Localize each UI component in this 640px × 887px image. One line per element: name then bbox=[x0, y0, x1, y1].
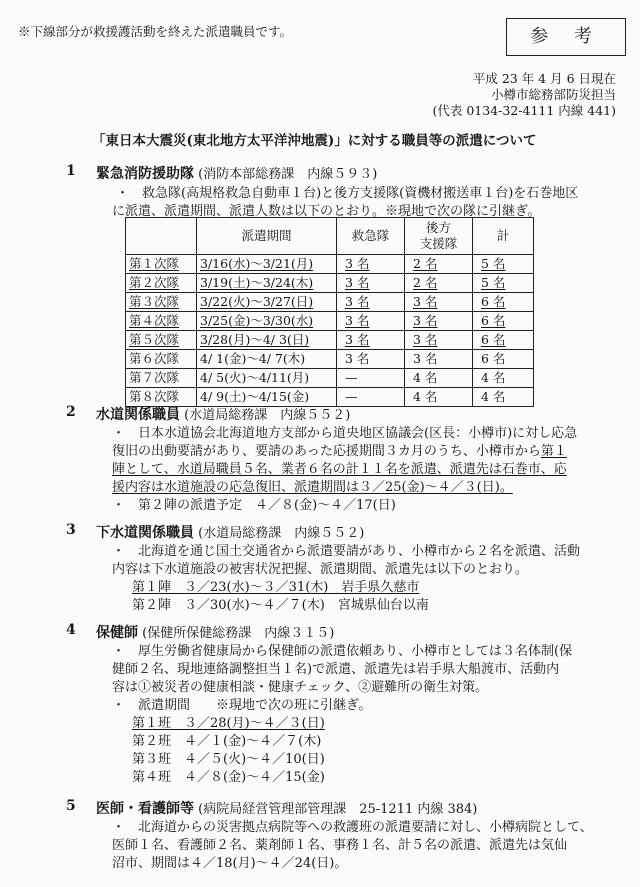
section-2-text-2b: 第１ bbox=[540, 444, 567, 459]
header-ambulance: 救急隊 bbox=[337, 218, 405, 255]
team-cell-text: 第７次隊 bbox=[129, 370, 180, 385]
section-4-text-2: 健師２名、現地連絡調整担当１名)で派遣、派遣先は岩手県大船渡市、活動内 bbox=[112, 662, 560, 677]
section-3-text-1: ・ 北海道を通じ国土交通省から派遣要請があり、小樽市から２名を派遣、活動 bbox=[112, 544, 581, 559]
ambulance-cell-text: 3 名 bbox=[345, 332, 370, 347]
header-total: 計 bbox=[473, 218, 534, 255]
total-cell bbox=[473, 274, 534, 293]
period-cell-text: 3/22(火)～3/27(日) bbox=[200, 294, 314, 309]
section-2-heading bbox=[96, 404, 350, 424]
team-cell bbox=[126, 293, 197, 312]
total-cell bbox=[473, 293, 534, 312]
team-cell-text: 第３次隊 bbox=[129, 294, 180, 309]
underline-note: ※下線部分が救援護活動を終えた派遣職員です。 bbox=[18, 24, 293, 39]
total-cell bbox=[473, 388, 534, 407]
section-3-name: 下水道関係職員 bbox=[96, 525, 194, 541]
total-cell bbox=[473, 331, 534, 350]
section-4-team-3: 第３班 ４／５(火)～４／10(日) bbox=[132, 752, 325, 767]
period-cell bbox=[197, 369, 337, 388]
team-cell bbox=[126, 255, 197, 274]
support-cell-text: 2 名 bbox=[413, 275, 438, 290]
section-3-phase-2: 第２陣 ３／30(水)～４／７(木) 宮城県仙台以南 bbox=[132, 598, 429, 613]
ambulance-cell bbox=[337, 255, 405, 274]
section-1-text-2: に派遣、派遣期間、派遣人数は以下のとおり。※現地で次の隊に引継ぎ。 bbox=[112, 204, 541, 219]
section-4-text-1: ・ 厚生労働省健康局から保健師の派遣依頼あり、小樽市としては３名体制(保 bbox=[112, 644, 573, 659]
ambulance-cell-text: 3 名 bbox=[345, 351, 370, 366]
total-cell bbox=[473, 255, 534, 274]
team-cell-text: 第４次隊 bbox=[129, 313, 180, 328]
section-2-name: 水道関係職員 bbox=[96, 407, 180, 423]
period-cell-text: 3/16(水)～3/21(月) bbox=[200, 256, 314, 271]
total-cell-text: 5 名 bbox=[481, 256, 506, 271]
section-4-team-4: 第４班 ４／８(金)～４／15(金) bbox=[132, 770, 325, 785]
period-cell bbox=[197, 274, 337, 293]
period-cell-text: 4/ 5(火)～4/11(月) bbox=[200, 370, 310, 385]
section-1-contact: (消防本部総務課 内線５９３) bbox=[198, 167, 378, 182]
team-cell-text: 第８次隊 bbox=[129, 389, 180, 404]
header-period: 派遣期間 bbox=[197, 218, 337, 255]
ambulance-cell bbox=[337, 293, 405, 312]
table-row bbox=[126, 274, 534, 293]
ambulance-cell-text: 3 名 bbox=[345, 275, 370, 290]
reference-stamp-box: 参 考 bbox=[506, 18, 626, 56]
document-title: 「東日本大震災(東北地方太平洋沖地震)」に対する職員等の派遣について bbox=[92, 133, 537, 149]
support-cell bbox=[405, 388, 473, 407]
section-5-heading bbox=[96, 798, 477, 818]
ambulance-cell-text: 3 名 bbox=[345, 256, 370, 271]
section-5-contact: (病院局経営管理部管理課 25-1211 内線 384) bbox=[198, 802, 478, 817]
support-cell bbox=[405, 312, 473, 331]
total-cell-text: 4 名 bbox=[481, 370, 506, 385]
team-cell bbox=[126, 274, 197, 293]
period-cell bbox=[197, 293, 337, 312]
ambulance-cell bbox=[337, 350, 405, 369]
total-cell bbox=[473, 350, 534, 369]
ambulance-cell-text: — bbox=[345, 370, 358, 385]
team-cell-text: 第２次隊 bbox=[129, 275, 180, 290]
support-cell bbox=[405, 255, 473, 274]
section-2-text-1: ・ 日本水道協会北海道地方支部から道央地区協議会(区長：小樽市)に対し応急 bbox=[112, 426, 578, 441]
total-cell-text: 6 名 bbox=[481, 313, 506, 328]
section-3-heading bbox=[96, 522, 364, 542]
table-header-row bbox=[126, 218, 534, 255]
section-4-number: 4 bbox=[66, 622, 76, 638]
section-2-text-2 bbox=[112, 440, 567, 459]
department-line: 小樽市総務部防災担当 bbox=[490, 87, 616, 102]
table-row bbox=[126, 293, 534, 312]
section-5-number: 5 bbox=[66, 798, 76, 814]
section-2-text-4: 援内容は水道施設の応急復旧、派遣期間は３／25(金)～４／３(日)。 bbox=[112, 480, 513, 495]
section-4-text-4: ・ 派遣期間 ※現地で次の班に引継ぎ。 bbox=[112, 698, 372, 713]
support-cell-text: 3 名 bbox=[413, 294, 438, 309]
section-3-contact: (水道局総務課 内線５５２) bbox=[198, 526, 365, 541]
total-cell-text: 6 名 bbox=[481, 332, 506, 347]
section-2-text-3: 陣として、水道局職員５名、業者６名の計１１名を派遣、派遣先は石巻市、応 bbox=[112, 462, 567, 477]
table-row bbox=[126, 350, 534, 369]
dispatch-table bbox=[125, 217, 534, 407]
team-cell bbox=[126, 331, 197, 350]
period-cell-text: 3/28(月)～4/ 3(日) bbox=[200, 332, 310, 347]
period-cell bbox=[197, 350, 337, 369]
support-cell-text: 2 名 bbox=[413, 256, 438, 271]
section-2-text-5: ・ 第２陣の派遣予定 ４／８(金)～４／17(日) bbox=[112, 498, 396, 513]
team-cell bbox=[126, 312, 197, 331]
section-4-team-1: 第１班 ３／28(月)～４／３(日) bbox=[132, 716, 325, 731]
header-team bbox=[126, 218, 197, 255]
section-1-number: 1 bbox=[66, 163, 76, 179]
support-cell bbox=[405, 274, 473, 293]
phone-line: (代表 0134-32-4111 内線 441) bbox=[432, 103, 616, 118]
section-4-contact: (保健所保健総務課 内線３１５) bbox=[142, 626, 335, 641]
period-cell-text: 4/ 1(金)～4/ 7(木) bbox=[200, 351, 306, 366]
team-cell bbox=[126, 350, 197, 369]
section-2-text-2a: 復旧の出動要請があり、要請のあった応援期間３カ月のうち、小樽市から bbox=[112, 444, 541, 459]
section-4-name: 保健師 bbox=[96, 625, 138, 641]
section-5-name: 医師・看護師等 bbox=[96, 801, 194, 817]
total-cell-text: 5 名 bbox=[481, 275, 506, 290]
ambulance-cell bbox=[337, 369, 405, 388]
section-4-team-2: 第２班 ４／１(金)～４／７(木) bbox=[132, 734, 322, 749]
section-4-text-3: 容は①被災者の健康相談・健康チェック、②避難所の衛生対策。 bbox=[112, 680, 489, 695]
period-cell-text: 4/ 9(土)～4/15(金) bbox=[200, 389, 310, 404]
period-cell-text: 3/25(金)～3/30(水) bbox=[200, 313, 314, 328]
total-cell-text: 6 名 bbox=[481, 351, 506, 366]
total-cell bbox=[473, 369, 534, 388]
section-5-text-3: 沼市、期間は４／18(月)～４／24(日)。 bbox=[112, 856, 348, 871]
ambulance-cell-text: — bbox=[345, 389, 358, 404]
support-cell-text: 4 名 bbox=[413, 389, 438, 404]
section-3-phase-1: 第１陣 ３／23(水)～３／31(木) 岩手県久慈市 bbox=[132, 580, 420, 595]
support-cell bbox=[405, 369, 473, 388]
section-2-number: 2 bbox=[66, 404, 76, 420]
section-1-heading bbox=[96, 163, 377, 183]
period-cell bbox=[197, 312, 337, 331]
table-row bbox=[126, 369, 534, 388]
period-cell-text: 3/19(土)～3/24(木) bbox=[200, 275, 314, 290]
team-cell-text: 第６次隊 bbox=[129, 351, 180, 366]
total-cell-text: 6 名 bbox=[481, 294, 506, 309]
section-4-heading bbox=[96, 622, 334, 642]
table-row bbox=[126, 331, 534, 350]
date-line: 平成 23 年 4 月 6 日現在 bbox=[472, 71, 616, 86]
team-cell-text: 第１次隊 bbox=[129, 256, 180, 271]
team-cell-text: 第５次隊 bbox=[129, 332, 180, 347]
ambulance-cell-text: 3 名 bbox=[345, 313, 370, 328]
section-3-text-2: 内容は下水道施設の被害状況把握、派遣期間、派遣先は以下のとおり。 bbox=[112, 562, 529, 577]
table-row bbox=[126, 255, 534, 274]
period-cell bbox=[197, 331, 337, 350]
ambulance-cell-text: 3 名 bbox=[345, 294, 370, 309]
total-cell bbox=[473, 312, 534, 331]
section-1-text-1: ・ 救急隊(高規格救急自動車１台)と後方支援隊(資機材搬送車１台)を石巻地区 bbox=[116, 186, 579, 201]
support-cell bbox=[405, 331, 473, 350]
support-cell-text: 3 名 bbox=[413, 332, 438, 347]
section-5-text-2: 医師１名、看護師２名、薬剤師１名、事務１名、計５名の派遣、派遣先は気仙 bbox=[112, 838, 568, 853]
table-row bbox=[126, 312, 534, 331]
section-2-contact: (水道局総務課 内線５５２) bbox=[184, 408, 351, 423]
period-cell bbox=[197, 255, 337, 274]
header-support: 後方 支援隊 bbox=[405, 218, 473, 255]
support-cell bbox=[405, 293, 473, 312]
support-cell-text: 3 名 bbox=[413, 351, 438, 366]
support-cell-text: 3 名 bbox=[413, 313, 438, 328]
support-cell-text: 4 名 bbox=[413, 370, 438, 385]
team-cell bbox=[126, 369, 197, 388]
total-cell-text: 4 名 bbox=[481, 389, 506, 404]
ambulance-cell bbox=[337, 312, 405, 331]
section-1-name: 緊急消防援助隊 bbox=[96, 166, 194, 182]
ambulance-cell bbox=[337, 274, 405, 293]
ambulance-cell bbox=[337, 331, 405, 350]
support-cell bbox=[405, 350, 473, 369]
section-5-text-1: ・ 北海道からの災害拠点病院等への救護班の派遣要請に対し、小樽病院として、 bbox=[112, 820, 593, 835]
section-3-number: 3 bbox=[66, 522, 76, 538]
